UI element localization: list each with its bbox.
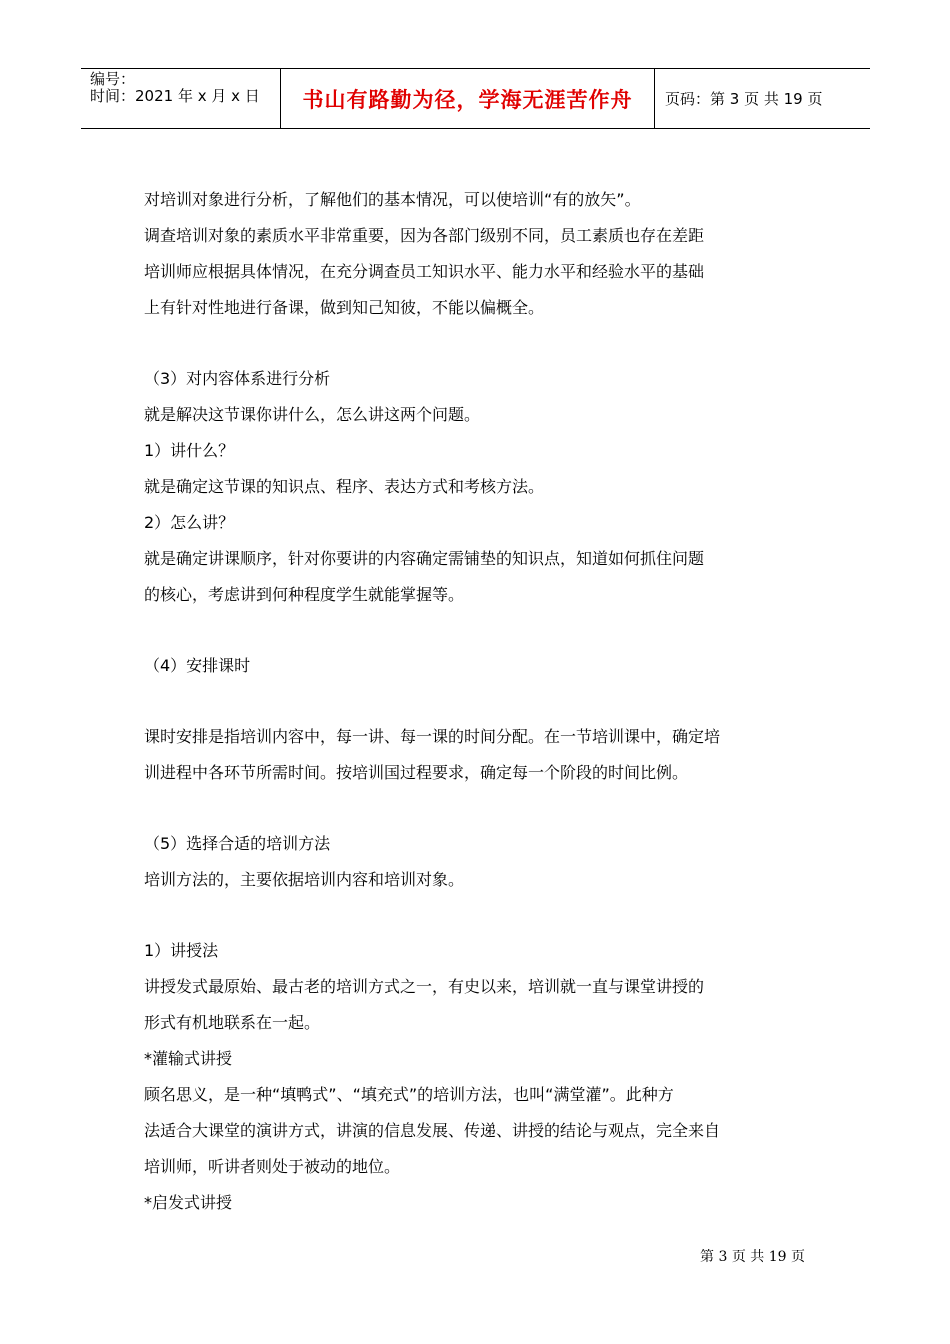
section-heading: （4）安排课时 bbox=[144, 656, 251, 675]
sub-heading: 2）怎么讲？ bbox=[144, 513, 235, 532]
paragraph: 顾名思义，是一种“填鸭式”、“填充式”的培训方法，也叫“满堂灌”。此种方 bbox=[144, 1085, 674, 1104]
paragraph: 课时安排是指培训内容中，每一讲、每一课的时间分配。在一节培训课中，确定培 bbox=[144, 727, 721, 746]
spacer bbox=[144, 898, 814, 933]
document-date-label: 时间：2021 年 x 月 x 日 bbox=[90, 87, 260, 105]
paragraph: 上有针对性地进行备课，做到知己知彼，不能以偏概全。 bbox=[144, 298, 545, 317]
paragraph: 就是确定这节课的知识点、程序、表达方式和考核方法。 bbox=[144, 477, 545, 496]
bullet-heading: *灌输式讲授 bbox=[144, 1049, 233, 1068]
spacer bbox=[144, 613, 814, 648]
paragraph: 就是解决这节课你讲什么，怎么讲这两个问题。 bbox=[144, 405, 481, 424]
spacer bbox=[144, 684, 814, 719]
document-number-label: 编号： bbox=[90, 70, 136, 88]
page-header bbox=[81, 68, 870, 129]
paragraph: 形式有机地联系在一起。 bbox=[144, 1013, 321, 1032]
header-motto: 书山有路勤为径，学海无涯苦作舟 bbox=[281, 69, 655, 128]
section-heading: （3）对内容体系进行分析 bbox=[144, 369, 331, 388]
paragraph: 讲授发式最原始、最古老的培训方式之一，有史以来，培训就一直与课堂讲授的 bbox=[144, 977, 705, 996]
paragraph: 培训师，听讲者则处于被动的地位。 bbox=[144, 1157, 401, 1176]
section-heading: （5）选择合适的培训方法 bbox=[144, 834, 331, 853]
bullet-heading: *启发式讲授 bbox=[144, 1193, 233, 1212]
header-meta bbox=[81, 69, 281, 128]
sub-heading: 1）讲什么？ bbox=[144, 441, 235, 460]
paragraph: 培训方法的，主要依据培训内容和培训对象。 bbox=[144, 870, 465, 889]
spacer bbox=[144, 326, 814, 361]
paragraph: 就是确定讲课顺序，针对你要讲的内容确定需铺垫的知识点，知道如何抓住问题 bbox=[144, 549, 705, 568]
document-body bbox=[144, 182, 814, 1221]
spacer bbox=[144, 791, 814, 826]
page-footer: 第 3 页 共 19 页 bbox=[700, 1249, 805, 1265]
paragraph: 对培训对象进行分析，了解他们的基本情况，可以使培训“有的放矢”。 bbox=[144, 190, 641, 209]
header-page-label: 页码：第 3 页 共 19 页 bbox=[665, 90, 823, 108]
paragraph: 法适合大课堂的演讲方式，讲演的信息发展、传递、讲授的结论与观点，完全来自 bbox=[144, 1121, 721, 1140]
sub-heading: 1）讲授法 bbox=[144, 941, 219, 960]
paragraph: 训进程中各环节所需时间。按培训国过程要求，确定每一个阶段的时间比例。 bbox=[144, 763, 689, 782]
paragraph: 调查培训对象的素质水平非常重要，因为各部门级别不同，员工素质也存在差距 bbox=[144, 226, 705, 245]
paragraph: 的核心，考虑讲到何种程度学生就能掌握等。 bbox=[144, 585, 465, 604]
paragraph: 培训师应根据具体情况，在充分调查员工知识水平、能力水平和经验水平的基础 bbox=[144, 262, 705, 281]
